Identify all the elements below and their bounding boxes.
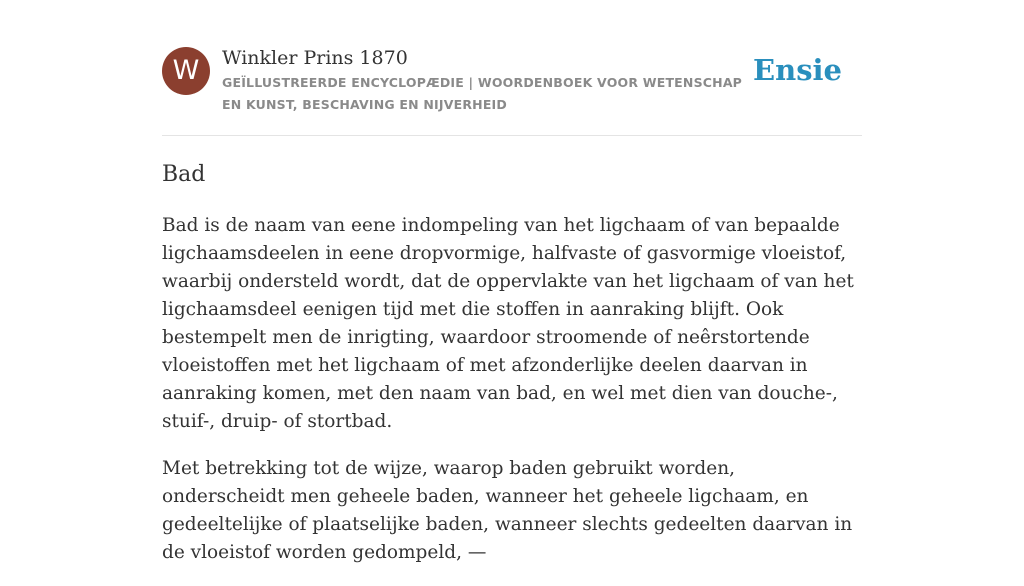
source-avatar[interactable]: W (162, 47, 210, 95)
article-title: Bad (162, 162, 206, 187)
source-subtitle: GEÏLLUSTREERDE ENCYCLOPÆDIE | WOORDENBOEK VOOR WETENSCHAP EN KUNST, BESCHAVING EN NIJVERHEID (222, 75, 743, 112)
ensie-logo[interactable]: Ensie (753, 53, 842, 87)
article-paragraph: Bad is de naam van eene indompeling van het ligchaam of van bepaalde ligchaamsdeelen in eene dropvormige, halfvaste of gasvormige vloeistof, waarbij ondersteld wordt, dat de oppervlakte van het ligchaam of van het ligchaamsdeel eenigen tijd met die stoffen in aanraking blijft. Ook bestempelt men de inrigting, waardoor stroomende of neêrstortende vloeistoffen met het ligchaam of met afzonderlijke deelen daarvan in aanraking komen, met den naam van bad, en wel met dien van douche-, stuif-, druip- of stortbad. (162, 215, 854, 432)
header-divider (162, 135, 862, 136)
article-paragraph: Met betrekking tot de wijze, waarop baden gebruikt worden, onderscheidt men geheele baden, wanneer het geheele ligchaam, en gedeeltelijke of plaatselijke baden, wanneer slechts gedeelten daarvan in de vloeistof worden gedompeld, — (162, 458, 853, 563)
source-title[interactable]: Winkler Prins 1870 (222, 47, 408, 69)
article-body (162, 212, 862, 586)
source-header (162, 46, 862, 136)
